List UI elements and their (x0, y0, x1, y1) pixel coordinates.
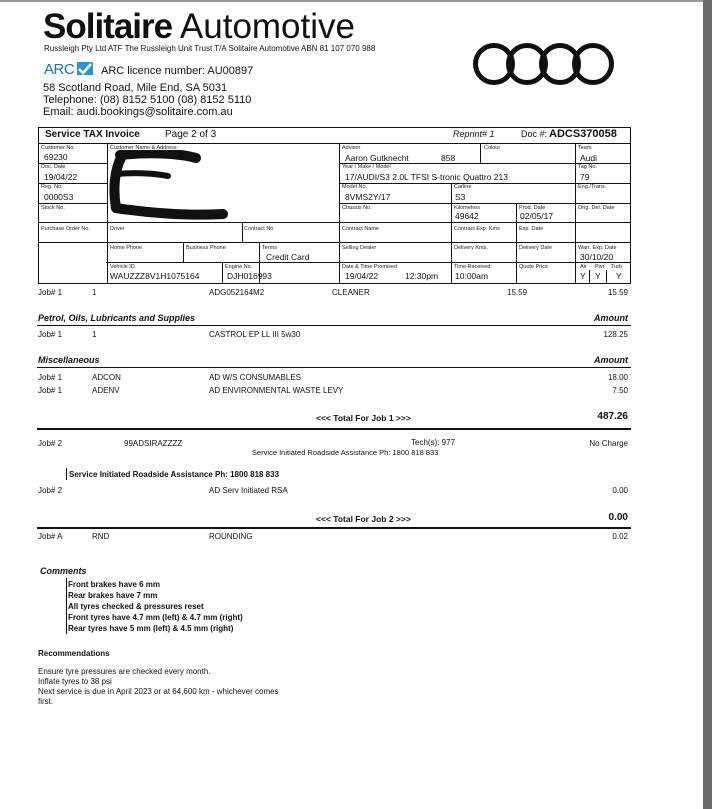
job-desc: Service Initiated Roadside Assistance Ph: 1800 818 833 (252, 448, 439, 457)
vehicle-id-label: Vehicle ID. (110, 264, 137, 270)
job-desc: ROUNDING (209, 532, 253, 541)
air-label: Air (580, 264, 587, 270)
contract-exp-kms-label: Contract Exp. Kms (454, 226, 500, 232)
part-code: ADG052164M2 (209, 288, 265, 297)
arc-logo: ARC (44, 61, 75, 78)
recommendation-line: Ensure tyre pressures are checked every month. (38, 667, 211, 676)
section-amount-label: Amount (594, 355, 628, 365)
misc-code: ADENV (92, 386, 120, 395)
warr-exp-label: Warr. Exp. Date (578, 245, 617, 251)
orig-del-label: Orig. Del. Date (578, 205, 615, 211)
misc-desc: AD W/S CONSUMABLES (209, 373, 302, 382)
job-code: 99ADSIRAZZZZ (124, 439, 183, 448)
model-no: 8VMS2Y/17 (345, 192, 391, 202)
job-number: Job# 1 (38, 288, 63, 297)
section-title-misc: Miscellaneous (38, 355, 100, 365)
grid-line (575, 143, 576, 284)
chassis-label: Chassis No. (342, 205, 372, 211)
turb-label: Turb (611, 264, 623, 270)
recommendations-title: Recommendations (38, 649, 110, 658)
section-amount-label: Amount (594, 313, 628, 323)
business-phone-label: Business Phone (186, 245, 226, 251)
unit-price: 15.59 (507, 288, 528, 297)
redaction-scribble (108, 150, 228, 225)
address: 58 Scotland Road, Mile End, SA 5031 (43, 82, 228, 94)
grid-line (106, 262, 631, 263)
carline: S3 (455, 192, 466, 202)
doc-number: ADCS370058 (549, 128, 617, 140)
model-no-label: Model No. (342, 184, 368, 190)
comment-item: Rear tyres have 5 mm (left) & 4.5 mm (right) (68, 624, 234, 633)
home-phone-label: Home Phone (110, 245, 143, 251)
terms: Credit Card (266, 252, 310, 262)
promised-label: Date & Time Promised (342, 264, 398, 270)
total-rule (37, 428, 631, 430)
comment-item: Rear brakes have 7 mm (68, 591, 158, 600)
grid-line (38, 203, 108, 204)
doc-date: 19/04/22 (44, 172, 78, 182)
colour-label: Colour (484, 145, 501, 151)
grid-line (339, 203, 631, 204)
line-amount: 128.25 (603, 330, 628, 339)
misc-desc: AD ENVIRONMENTAL WASTE LEVY (209, 386, 344, 395)
section-rule (37, 367, 631, 368)
promised-date: 19/04/22 (345, 271, 379, 281)
eng-trans-label: Eng./Trans. (578, 184, 607, 190)
prod-date: 02/05/17 (520, 211, 554, 221)
job-number: Job# 1 (38, 386, 63, 395)
job-number: Job# 1 (38, 330, 63, 339)
customer-no-label: Customer No. (41, 145, 75, 151)
job2-total-label: <<< Total For Job 2 >>> (316, 514, 411, 524)
rsa-heading: Service Initiated Roadside Assistance Ph: 1800 818 833 (69, 470, 280, 479)
selling-dealer-label: Selling Dealer (342, 245, 377, 251)
contract-name-label: Contract Name (342, 226, 379, 232)
entity-line: Russleigh Pty Ltd ATF The Russleigh Unit Trust T/A Solitaire Automotive ABN 81 107 070 988 (44, 44, 376, 53)
doc-label: Doc #: (521, 129, 548, 139)
job-number: Job# 1 (38, 373, 63, 382)
grid-line (606, 270, 607, 284)
job2-total: 0.00 (608, 512, 628, 523)
comments-bar (66, 578, 67, 634)
grid-line (38, 143, 631, 144)
carline-label: Carline (454, 184, 472, 190)
grid-line (480, 143, 481, 163)
line-amount: 7.50 (612, 386, 628, 395)
prod-date-label: Prod. Date (519, 205, 546, 211)
job-number: Job# 2 (38, 486, 63, 495)
quote-price-label: Quote Price (519, 264, 549, 270)
vehicle-id: WAUZZZ8V1H1075164 (110, 271, 200, 281)
customer-name-label: Customer Name & Address (110, 145, 177, 151)
audi-rings-logo (471, 40, 619, 88)
grid-line (339, 143, 340, 284)
section-title-oils: Petrol, Oils, Lubricants and Supplies (38, 313, 196, 323)
tag-label: Tag No. (578, 164, 597, 170)
total-rule (37, 527, 631, 529)
section-rule (37, 325, 631, 326)
contract-no-label: Contract No (244, 226, 274, 232)
recommendation-line: first. (38, 697, 54, 706)
job-code: RND (92, 532, 110, 541)
turb-value: Y (616, 271, 622, 281)
pwr-label: Pwr (595, 264, 605, 270)
time-received-label: Time Received (454, 264, 491, 270)
year-make-model: 17/AUDI/S3 2.0L TFSI S-tronic Quattro 213 (345, 172, 508, 182)
promised-time: 12:30pm (405, 271, 439, 281)
advisor-no: 858 (441, 153, 456, 163)
engine-no-label: Engine No. (225, 264, 253, 270)
line-amount: 0.00 (612, 486, 628, 495)
comments-title: Comments (40, 566, 87, 576)
job-number: Job# 2 (38, 439, 63, 448)
grid-line (451, 183, 452, 284)
grid-line (589, 270, 590, 284)
job-qty: 1 (92, 288, 97, 297)
kilometres: 49642 (455, 211, 479, 221)
team: Audi (580, 153, 598, 163)
km-label: Kilometres (454, 205, 480, 211)
email: Email: audi.bookings@solitaire.com.au (43, 106, 233, 118)
team-label: Team (578, 145, 592, 151)
reprint: Reprint# 1 (453, 129, 495, 139)
delivery-kms-label: Delivery Kms. (454, 245, 488, 251)
advisor: Aaron Gutknecht (345, 153, 409, 163)
comment-item: All tyres checked & pressures reset (68, 602, 204, 611)
invoice-title: Service TAX Invoice (45, 129, 140, 140)
engine-no: DJH016993 (227, 271, 272, 281)
exp-date-label: Exp. Date (519, 226, 544, 232)
time-received: 10:00am (455, 271, 489, 281)
reg-label: Reg. No. (41, 184, 63, 190)
misc-code: ADCON (92, 373, 121, 382)
grid-line (222, 262, 223, 284)
grid-line (183, 242, 184, 262)
job-tech: Tech(s): 977 (411, 438, 456, 447)
terms-label: Terms (262, 245, 277, 251)
air-value: Y (580, 271, 586, 281)
brand-logo: Solitaire Automotive (43, 7, 355, 46)
delivery-date-label: Delivery Date (519, 245, 553, 251)
grid-line (516, 203, 517, 284)
stock-label: Stock No. (41, 205, 65, 211)
advisor-label: Advisor (342, 145, 361, 151)
grid-line (242, 222, 243, 242)
reg-no: 0000S3 (44, 192, 74, 202)
doc-date-label: Doc. Date (41, 164, 66, 170)
pwr-value: Y (595, 271, 601, 281)
job-number: Job# A (38, 532, 63, 541)
grid-line (38, 242, 631, 243)
driver-label: Driver (110, 226, 125, 232)
rsa-bar (66, 468, 67, 480)
arc-check-icon (77, 62, 93, 75)
customer-no: 69230 (44, 152, 68, 162)
tag-no: 79 (580, 172, 590, 182)
telephone: Telephone: (08) 8152 5100 (08) 8152 5110 (43, 94, 252, 106)
page-edge-shadow (703, 0, 712, 809)
recommendation-line: Inflate tyres to 38 psi (38, 677, 112, 686)
line-amount: 15.59 (607, 288, 628, 297)
line-amount: 18.00 (607, 373, 628, 382)
part-desc: CASTROL EP LL III 5w30 (209, 330, 301, 339)
comment-item: Front brakes have 6 mm (68, 580, 161, 589)
line-amount: 0.02 (612, 532, 628, 541)
part-desc: CLEANER (332, 288, 370, 297)
page-top-border (0, 0, 703, 2)
ymm-label: Year / Make / Model (342, 164, 391, 170)
warr-exp-date: 30/10/20 (580, 252, 614, 262)
recommendation-line: Next service is due in April 2023 or at 64,600 km - whichever comes (38, 687, 279, 696)
comment-item: Front tyres have 4.7 mm (left) & 4.7 mm (right) (68, 613, 243, 622)
rsa-desc: AD Serv Initiated RSA (209, 486, 288, 495)
job-qty: 1 (92, 330, 97, 339)
job1-total: 487.26 (597, 411, 628, 422)
arc-licence: ARC licence number: AU00897 (101, 65, 254, 77)
job1-total-label: <<< Total For Job 1 >>> (316, 413, 411, 423)
page-number: Page 2 of 3 (165, 129, 217, 140)
po-label: Purchase Order No. (41, 226, 90, 232)
job-charge: No Charge (589, 439, 628, 448)
